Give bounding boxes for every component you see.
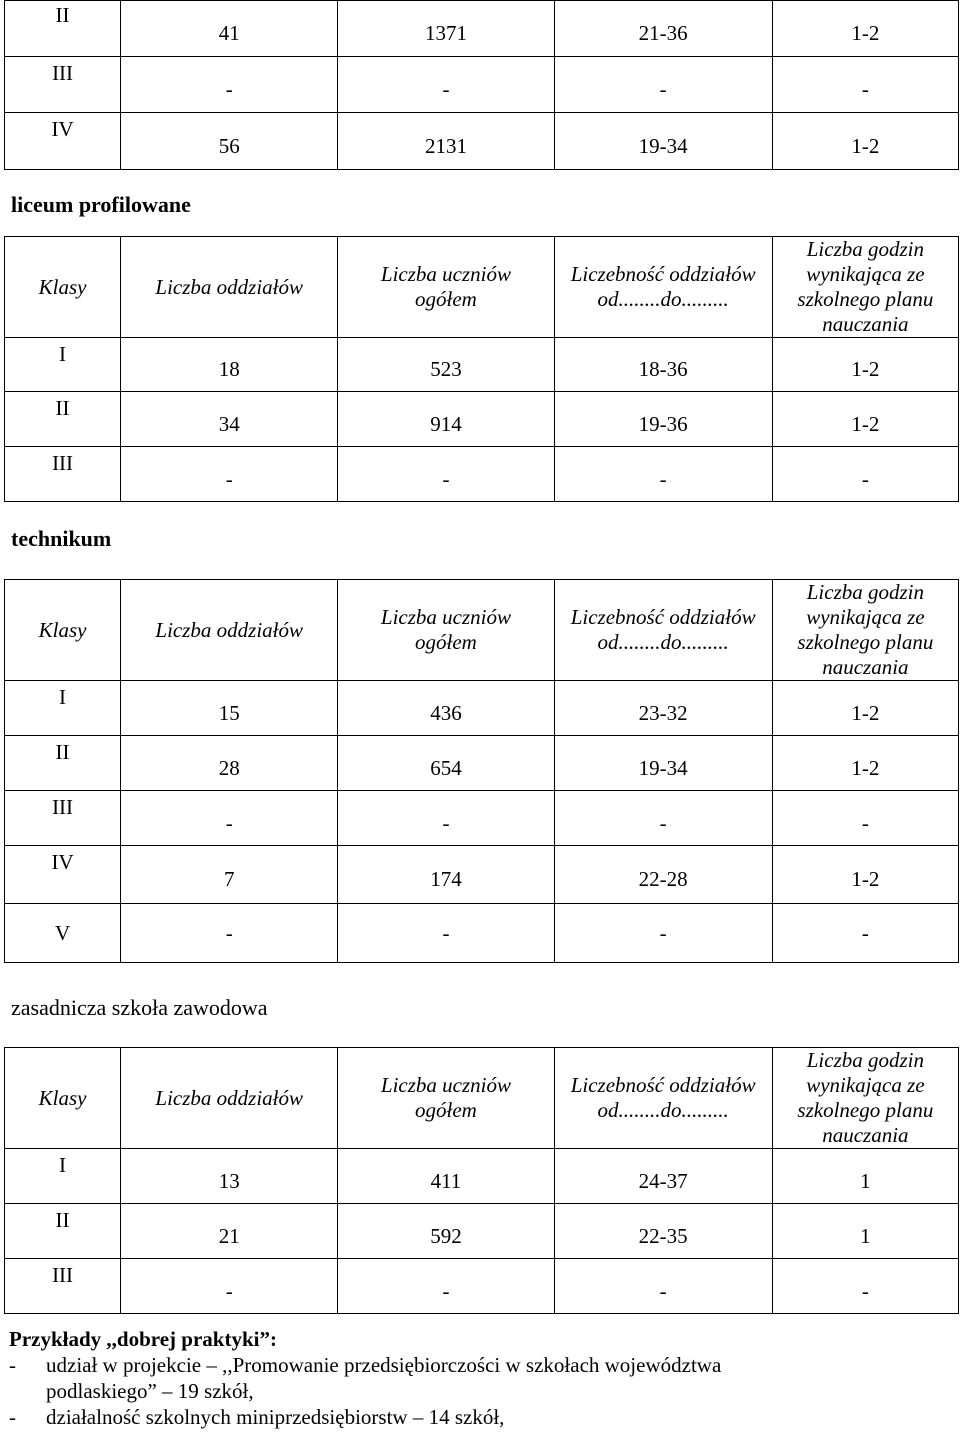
data-cell: - [338, 57, 554, 113]
header-godziny-line: szkolnego planu [797, 1098, 934, 1122]
zawodowa-table [4, 1047, 959, 1314]
data-cell: 1-2 [772, 681, 958, 736]
class-cell: II [5, 1204, 121, 1259]
data-cell: - [772, 447, 958, 502]
data-cell: 1 [772, 1149, 958, 1204]
data-cell: 654 [338, 736, 554, 791]
table-row [5, 1, 959, 57]
table-row [5, 846, 959, 904]
header-liczebnosc [554, 1048, 772, 1149]
header-liczebnosc-line: od........do......... [597, 1098, 729, 1122]
header-godziny-line: Liczba godzin [806, 237, 925, 261]
list-bullet: - [9, 1353, 16, 1377]
header-godziny-line: nauczania [822, 655, 909, 679]
data-cell: - [121, 57, 338, 113]
class-cell: III [5, 57, 121, 113]
data-cell: - [338, 1259, 554, 1314]
data-cell: - [772, 791, 958, 846]
header-liczebnosc [554, 580, 772, 681]
class-cell: II [5, 1, 121, 57]
class-cell: IV [5, 846, 121, 904]
header-godziny-line: nauczania [822, 312, 909, 336]
table-row [5, 392, 959, 447]
table-row [5, 904, 959, 963]
header-uczniowie-line: ogółem [415, 1098, 477, 1122]
header-uczniowie [338, 580, 554, 681]
data-cell: 21-36 [554, 1, 772, 57]
data-cell: 1-2 [772, 113, 958, 170]
header-godziny [772, 237, 958, 338]
data-cell: - [554, 904, 772, 963]
section-heading-liceum: liceum profilowane [11, 192, 191, 217]
list-item-text: działalność szkolnych miniprzedsiębiorstw – 14 szkół, [46, 1405, 505, 1429]
header-liczebnosc-line: od........do......... [597, 287, 729, 311]
data-cell: - [338, 791, 554, 846]
header-godziny-line: Liczba godzin [806, 580, 925, 604]
data-cell: - [121, 447, 338, 502]
header-uczniowie-line: Liczba uczniów [380, 1073, 511, 1097]
data-cell: 34 [121, 392, 338, 447]
header-row [5, 580, 959, 681]
liceum-table [4, 236, 959, 502]
class-cell: I [5, 338, 121, 392]
list-item [9, 1404, 721, 1430]
header-oddzialy: Liczba oddziałów [121, 237, 338, 338]
data-cell: - [772, 1259, 958, 1314]
data-cell: 28 [121, 736, 338, 791]
table-row [5, 1259, 959, 1314]
data-cell: 1-2 [772, 846, 958, 904]
data-cell: 411 [338, 1149, 554, 1204]
header-godziny [772, 580, 958, 681]
header-godziny [772, 1048, 958, 1149]
list-bullet: - [9, 1405, 16, 1429]
header-uczniowie-line: Liczba uczniów [380, 605, 511, 629]
header-uczniowie-line: Liczba uczniów [380, 262, 511, 286]
header-godziny-line: nauczania [822, 1123, 909, 1147]
data-cell: 1-2 [772, 338, 958, 392]
data-cell: 436 [338, 681, 554, 736]
data-cell: - [554, 791, 772, 846]
data-cell: 19-34 [554, 736, 772, 791]
table-row [5, 681, 959, 736]
header-liczebnosc-line: od........do......... [597, 630, 729, 654]
header-liczebnosc-line: Liczebność oddziałów [570, 262, 756, 286]
data-cell: 1-2 [772, 1, 958, 57]
list-item-text: udział w projekcie – ,,Promowanie przedsiębiorczości w szkołach województwa [46, 1353, 722, 1377]
data-cell: - [772, 57, 958, 113]
data-cell: - [338, 447, 554, 502]
data-cell: 2131 [338, 113, 554, 170]
top-continuation-table [4, 0, 959, 170]
list-item [9, 1352, 721, 1404]
header-uczniowie [338, 1048, 554, 1149]
data-cell: 56 [121, 113, 338, 170]
data-cell: 24-37 [554, 1149, 772, 1204]
data-cell: 22-28 [554, 846, 772, 904]
data-cell: - [554, 1259, 772, 1314]
data-cell: 914 [338, 392, 554, 447]
section-heading-zawodowa: zasadnicza szkoła zawodowa [11, 995, 268, 1020]
good-practice-section [9, 1326, 721, 1430]
table-row [5, 113, 959, 170]
data-cell: 592 [338, 1204, 554, 1259]
data-cell: - [554, 447, 772, 502]
data-cell: - [121, 791, 338, 846]
header-liczebnosc [554, 237, 772, 338]
class-cell: II [5, 392, 121, 447]
data-cell: 19-34 [554, 113, 772, 170]
data-cell: 18-36 [554, 338, 772, 392]
header-godziny-line: szkolnego planu [797, 287, 934, 311]
header-uczniowie [338, 237, 554, 338]
table-row [5, 57, 959, 113]
data-cell: - [554, 57, 772, 113]
header-godziny-line: wynikająca ze [806, 262, 925, 286]
table-row [5, 338, 959, 392]
class-cell: I [5, 1149, 121, 1204]
header-godziny-line: wynikająca ze [806, 1073, 925, 1097]
header-godziny-line: szkolnego planu [797, 630, 934, 654]
data-cell: 41 [121, 1, 338, 57]
class-cell: III [5, 447, 121, 502]
data-cell: 1-2 [772, 392, 958, 447]
data-cell: - [772, 904, 958, 963]
data-cell: - [338, 904, 554, 963]
data-cell: 22-35 [554, 1204, 772, 1259]
header-liczebnosc-line: Liczebność oddziałów [570, 605, 756, 629]
good-practice-title: Przykłady ,,dobrej praktyki”: [9, 1327, 277, 1351]
data-cell: 21 [121, 1204, 338, 1259]
list-item-text: podlaskiego” – 19 szkół, [46, 1379, 254, 1403]
data-cell: - [121, 1259, 338, 1314]
class-cell: III [5, 1259, 121, 1314]
class-cell: II [5, 736, 121, 791]
data-cell: 7 [121, 846, 338, 904]
data-cell: 18 [121, 338, 338, 392]
header-row [5, 1048, 959, 1149]
data-cell: 523 [338, 338, 554, 392]
class-cell: I [5, 681, 121, 736]
header-uczniowie-line: ogółem [415, 287, 477, 311]
header-klasy: Klasy [5, 1048, 121, 1149]
data-cell: 1371 [338, 1, 554, 57]
technikum-table [4, 579, 959, 963]
table-row [5, 447, 959, 502]
header-oddzialy: Liczba oddziałów [121, 580, 338, 681]
data-cell: 174 [338, 846, 554, 904]
table-row [5, 1204, 959, 1259]
header-row [5, 237, 959, 338]
data-cell: 23-32 [554, 681, 772, 736]
class-cell: IV [5, 113, 121, 170]
table-row [5, 736, 959, 791]
table-row [5, 791, 959, 846]
class-cell: III [5, 791, 121, 846]
data-cell: 19-36 [554, 392, 772, 447]
header-godziny-line: wynikająca ze [806, 605, 925, 629]
data-cell: 1 [772, 1204, 958, 1259]
header-godziny-line: Liczba godzin [806, 1048, 925, 1072]
header-liczebnosc-line: Liczebność oddziałów [570, 1073, 756, 1097]
header-oddzialy: Liczba oddziałów [121, 1048, 338, 1149]
class-cell: V [5, 904, 121, 963]
data-cell: 15 [121, 681, 338, 736]
data-cell: 1-2 [772, 736, 958, 791]
table-row [5, 1149, 959, 1204]
header-klasy: Klasy [5, 237, 121, 338]
data-cell: - [121, 904, 338, 963]
header-uczniowie-line: ogółem [415, 630, 477, 654]
data-cell: 13 [121, 1149, 338, 1204]
section-heading-technikum: technikum [11, 526, 112, 551]
header-klasy: Klasy [5, 580, 121, 681]
